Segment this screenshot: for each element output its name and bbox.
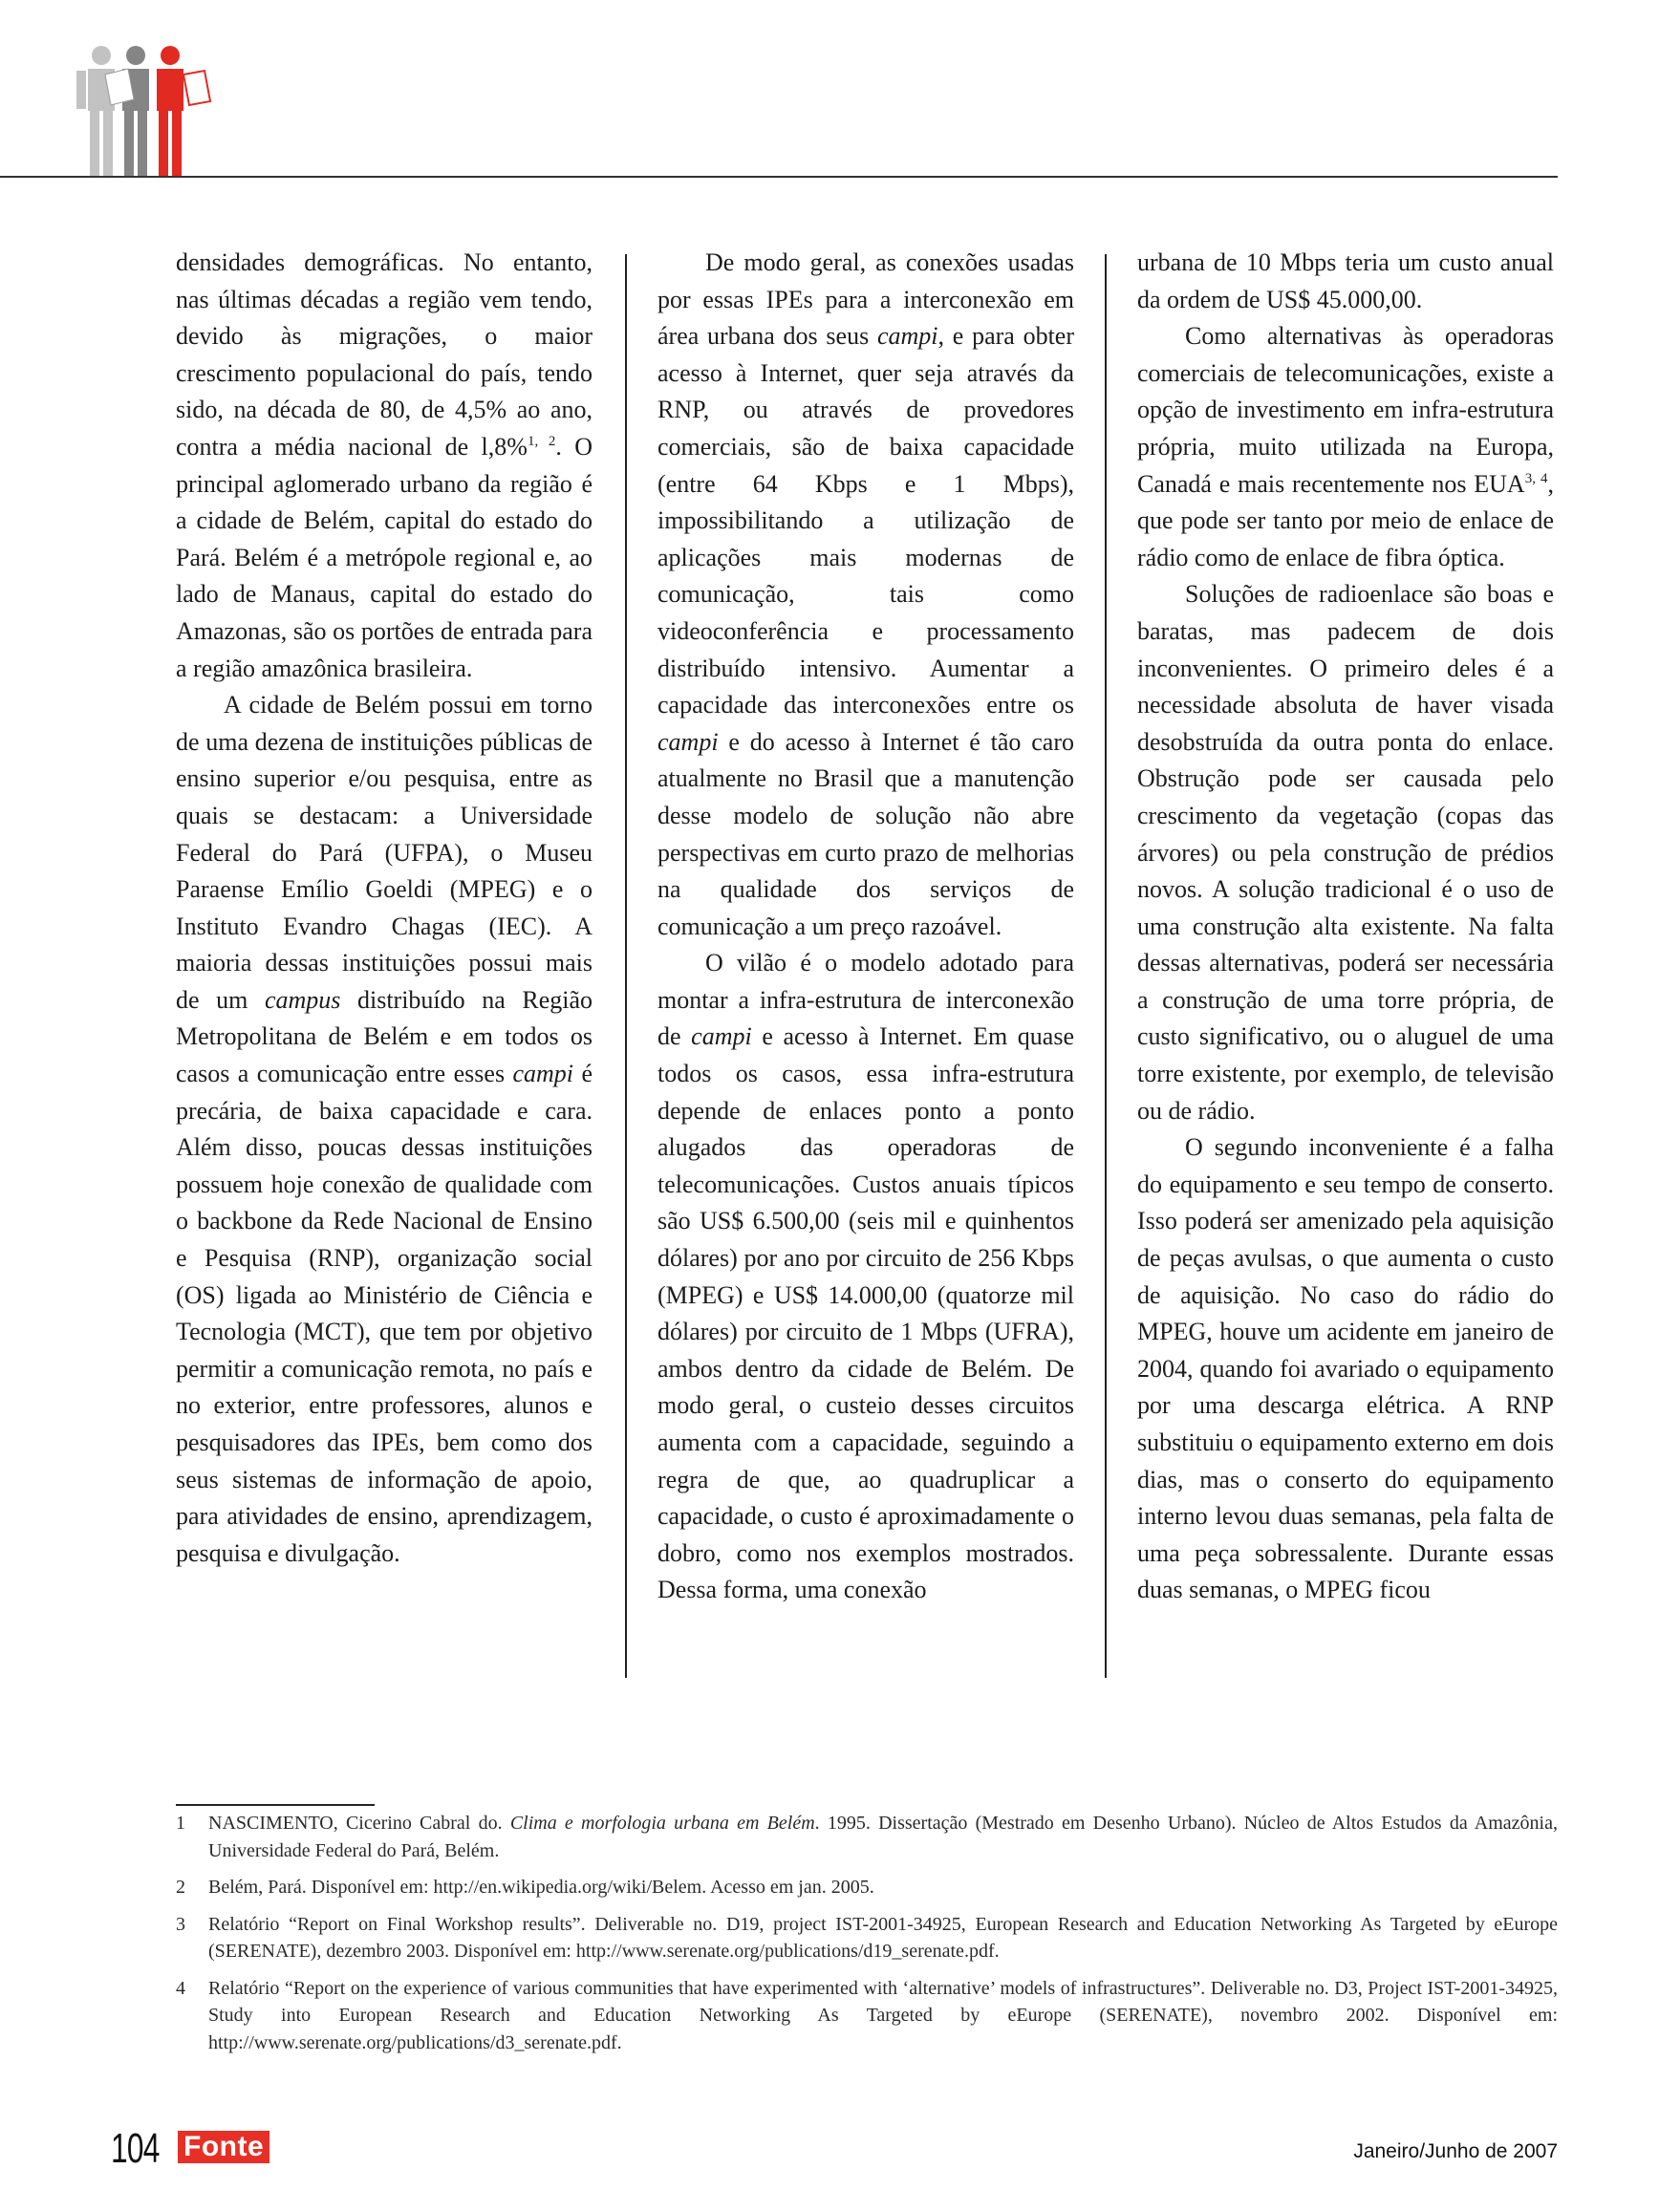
footnote-text	[208, 1911, 1558, 1965]
text-run: densidades demográficas. No entanto, nas últimas décadas a região vem tendo, devido às migrações, o maior crescimento populacional do país, tendo sido, na década de 80, de 4,5% ao ano, contra a média nacional de l,8%	[176, 248, 592, 461]
footnote	[176, 1975, 1558, 2057]
footnote	[176, 1911, 1558, 1965]
footnote-text	[208, 1975, 1558, 2057]
text-run: é precária, de baixa capacidade e cara. Além disso, poucas dessas instituições possuem hoje conexão de qualidade com o backbone da Rede Nacional de Ensino e Pesquisa (RNP), organização social (OS) ligada ao Ministério de Ciência e Tecnologia (MCT), que tem por objetivo permitir a comunicação remota, no país e no exterior, entre professores, alunos e pesquisadores das IPEs, bem como dos seus sistemas de informação de apoio, para atividades de ensino, aprendizagem, pesquisa e divulgação.	[176, 1060, 592, 1567]
text-run: A cidade de Belém possui em torno de uma dezena de instituições públicas de ensino superior e/ou pesquisa, entre as quais se destacam: a Universidade Federal do Pará (UFPA), o Museu Paraense Emílio Goeldi (MPEG) e o Instituto Evandro Chagas (IEC). A maioria dessas instituições possui mais de um	[176, 691, 592, 1014]
paragraph	[176, 245, 592, 687]
text-run: Relatório “Report on the experience of various communities that have experimented with ‘alternative’ models of infrastructures”. Deliverable no. D3, Project IST-2001-34925, Study into European Research and Education Networking As Targeted by eEurope (SERENATE), novembro 2002. Disponível em: http://www.serenate.org/publications/d3_serenate.pdf.	[208, 1977, 1558, 2053]
issue-date: Janeiro/Junho de 2007	[1353, 2140, 1558, 2162]
text-column-1	[176, 245, 592, 1572]
footnote-ref: 1, 2	[527, 433, 556, 449]
footnote-number: 2	[176, 1877, 185, 1898]
footnote-text	[208, 1874, 1558, 1901]
footnote-ref: 3, 4	[1524, 470, 1548, 486]
text-run: distribuído na Região Metropolitana de Belém e em todos os casos a comunicação entre esses	[176, 985, 593, 1088]
italic-text: campi	[657, 727, 719, 756]
footnote-rule	[176, 1804, 375, 1806]
footnote	[176, 1874, 1558, 1901]
text-run: , e para obter acesso à Internet, quer seja através da RNP, ou através de provedores comerciais, são de baixa capacidade (entre 64 Kbps e 1 Mbps), impossibilitando a utilização de aplicações mais modernas de comunicação, tais como videoconferência e processamento distribuído intensivo. Aumentar a capacidade das interconexões entre os	[657, 322, 1074, 719]
footnote-number: 1	[176, 1813, 185, 1834]
text-run: . 1995. Dissertação (Mestrado em Desenho Urbano). Núcleo de Altos Estudos da Amazônia, Universidade Federal do Pará, Belém.	[208, 1813, 1558, 1861]
footnote-number: 3	[176, 1913, 185, 1935]
paragraph	[1137, 318, 1554, 576]
column-divider	[1105, 254, 1107, 1678]
text-run: NASCIMENTO, Cicerino Cabral do.	[208, 1813, 510, 1834]
paragraph	[1137, 576, 1554, 1129]
brand-logo: Fonte	[178, 2131, 269, 2163]
text-run: Soluções de radioenlace são boas e baratas, mas padecem de dois inconvenientes. O primeiro deles é a necessidade absoluta de haver visada desobstruída da outra ponta do enlace. Obstrução pode ser causada pelo crescimento da vegetação (copas das árvores) ou pela construção de prédios novos. A solução tradicional é o uso de uma construção alta existente. Na falta dessas alternativas, poderá ser necessária a construção de uma torre própria, de custo significativo, ou o aluguel de uma torre existente, por exemplo, de televisão ou de rádio.	[1137, 580, 1554, 1125]
italic-text: campi	[876, 322, 938, 351]
italic-text: campi	[512, 1060, 574, 1088]
text-run: e acesso à Internet. Em quase todos os casos, essa infra-estrutura depende de enlaces ponto a ponto alugados das operadoras de telecomunicações. Custos anuais típicos são US$ 6.500,00 (seis mil e quinhentos dólares) por ano por circuito de 256 Kbps (MPEG) e US$ 14.000,00 (quatorze mil dólares) por circuito de 1 Mbps (UFRA), ambos dentro da cidade de Belém. De modo geral, o custeio desses circuitos aumenta com a capacidade, seguindo a regra de que, ao quadruplicar a capacidade, o custo é aproximadamente o dobro, como nos exemplos mostrados. Dessa forma, uma conexão	[657, 1022, 1074, 1604]
text-run: O vilão é o modelo adotado para montar a infra-estrutura de interconexão de	[657, 949, 1074, 1051]
paragraph	[1137, 1129, 1554, 1609]
text-run: Belém, Pará. Disponível em: http://en.wikipedia.org/wiki/Belem. Acesso em jan. 2005.	[208, 1877, 874, 1898]
paragraph	[1137, 245, 1554, 318]
footnotes	[176, 1810, 1558, 2066]
footnote	[176, 1810, 1558, 1864]
header-rule	[0, 176, 1558, 178]
italic-text: campus	[264, 985, 341, 1014]
text-run: O segundo inconveniente é a falha do equipamento e seu tempo de conserto. Isso poderá ser amenizado pela aquisição de peças avulsas, o que aumenta o custo de aquisição. No caso do rádio do MPEG, houve um acidente em janeiro de 2004, quando foi avariado o equipamento por uma descarga elétrica. A RNP substituiu o equipamento externo em dois dias, mas o conserto do equipamento interno levou duas semanas, pela falta de uma peça sobressalente. Durante essas duas semanas, o MPEG ficou	[1137, 1133, 1554, 1604]
text-run: De modo geral, as conexões usadas por essas IPEs para a interconexão em área urbana dos seus	[657, 248, 1074, 351]
footnote-text	[208, 1810, 1558, 1864]
text-run: Como alternativas às operadoras comerciais de telecomunicações, existe a opção de investimento em infra-estrutura própria, muito utilizada na Europa, Canadá e mais recentemente nos EUA	[1137, 322, 1554, 498]
text-run: e do acesso à Internet é tão caro atualmente no Brasil que a manutenção desse modelo de solução não abre perspectivas em curto prazo de melhorias na qualidade dos serviços de comunicação a um preço razoável.	[657, 727, 1074, 940]
text-run: , que pode ser tanto por meio de enlace de rádio como de enlace de fibra óptica.	[1137, 469, 1554, 571]
text-column-2	[657, 245, 1074, 1609]
text-column-3	[1137, 245, 1554, 1609]
paragraph	[176, 687, 592, 1572]
column-divider	[625, 254, 627, 1678]
text-run: Relatório “Report on Final Workshop results”. Deliverable no. D19, project IST-2001-34925, European Research and Education Networking As Targeted by eEurope (SERENATE), dezembro 2003. Disponível em: http://www.serenate.org/publications/d19_serenate.pdf.	[208, 1913, 1558, 1962]
logo-people-icon	[76, 42, 220, 178]
paragraph	[657, 245, 1074, 945]
text-run: . O principal aglomerado urbano da região é a cidade de Belém, capital do estado do Pará. Belém é a metrópole regional e, ao lado de Manaus, capital do estado do Amazonas, são os portões de entrada para a região amazônica brasileira.	[176, 432, 593, 682]
footnote-number: 4	[176, 1977, 185, 1999]
italic-text: Clima e morfologia urbana em Belém	[509, 1813, 815, 1834]
paragraph	[657, 945, 1074, 1609]
page-number: 104	[111, 2125, 160, 2172]
text-run: urbana de 10 Mbps teria um custo anual da ordem de US$ 45.000,00.	[1137, 248, 1554, 313]
italic-text: campi	[691, 1022, 752, 1051]
